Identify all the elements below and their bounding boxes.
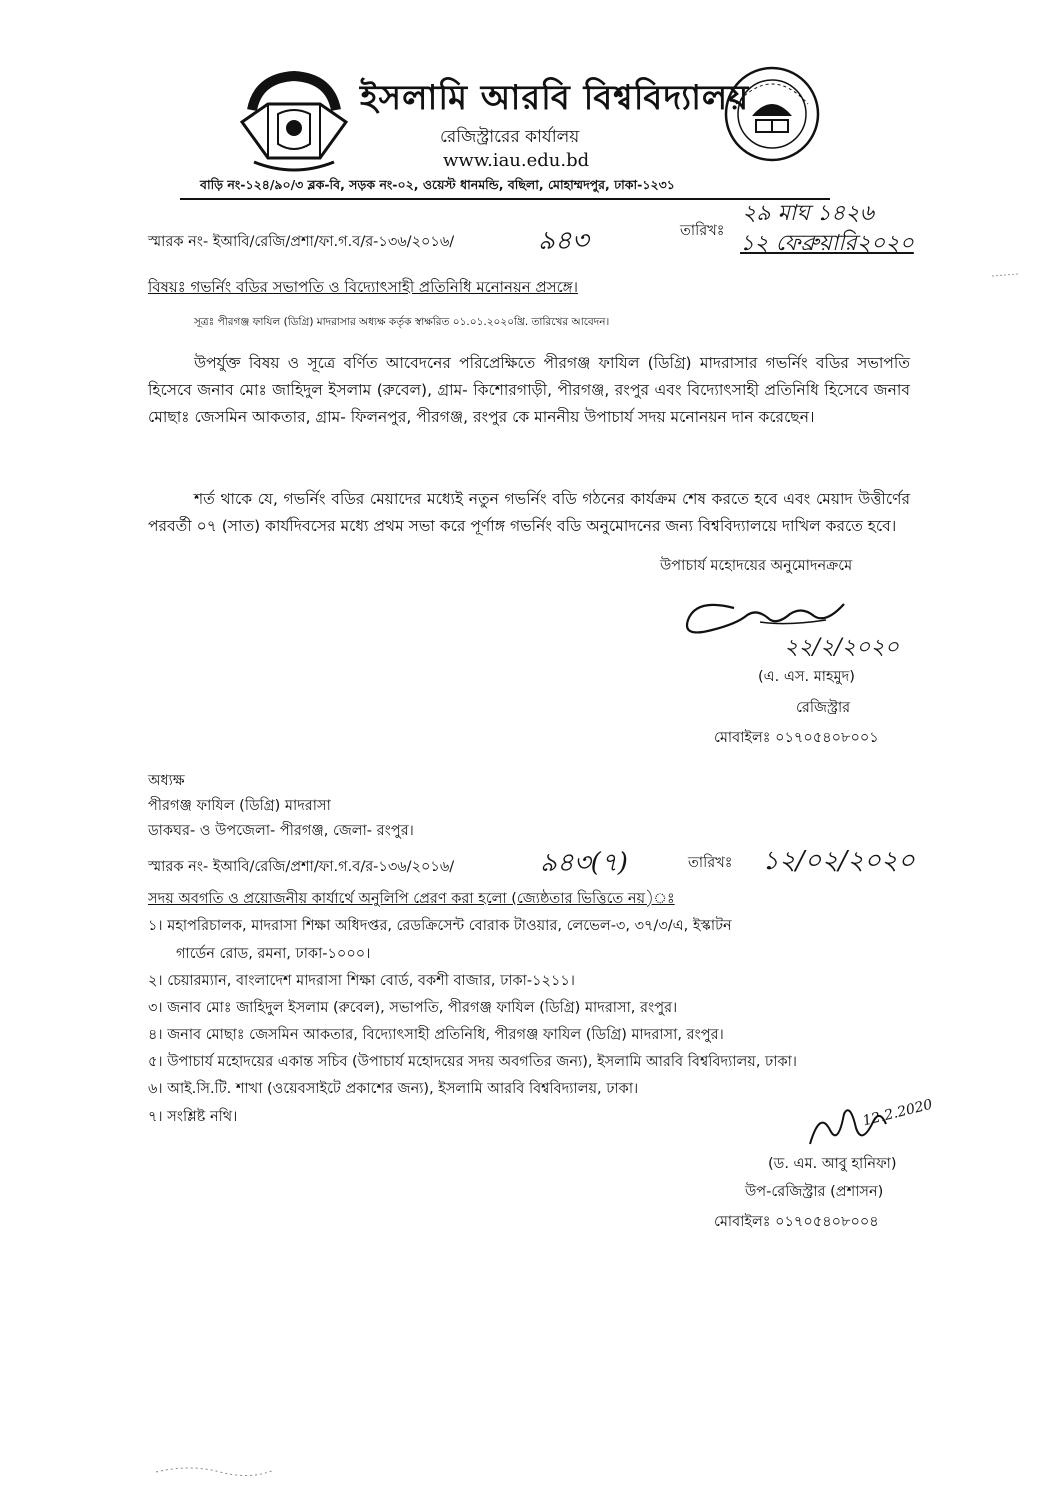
copy-memo-number-handwritten: ৯৪৩(৭) — [540, 848, 628, 878]
body-paragraph-2: শর্ত থাকে যে, গভর্নিং বডির মেয়াদের মধ্যেই নতুন গভর্নিং বডি গঠনের কার্যক্রম শেষ করতে হবে এবং মেয়াদ উত্তীর্ণের পরবর্তী ০৭ (সাত) কার্যদিবসের মধ্যে প্রথম সভা করে পূর্ণাঙ্গ গভর্নিং বডি অনুমোদনের জন্য বিশ্ববিদ্যালয়ে দাখিল করতে হবে। — [148, 490, 910, 535]
deputy-registrar-name: (ড. এম. আবু হানিফা) — [768, 1156, 897, 1172]
source-line: সূত্রঃ পীরগঞ্জ ফাযিল (ডিগ্রি) মাদরাসার অধ্যক্ষ কর্তৃক স্বাক্ষরিত ০১.০১.২০২০খ্রি. তারিখের আবেদন। — [194, 316, 610, 328]
university-name: ইসলামি আরবি বিশ্ববিদ্যালয় — [360, 78, 750, 118]
memo-date-bangla: ২৯ মাঘ ১৪২৬ — [742, 201, 874, 226]
memo-date-english: ১২ ফেব্রুয়ারি২০২০ — [740, 231, 914, 256]
copy-list-item-1-cont: গার্ডেন রোড, রমনা, ঢাকা-১০০০। — [176, 946, 371, 962]
recipient-line-3: ডাকঘর- ও উপজেলা- পীরগঞ্জ, জেলা- রংপুর। — [148, 823, 414, 839]
scan-mark — [990, 268, 1020, 282]
copy-heading: সদয় অবগতি ও প্রয়োজনীয় কার্যার্থে অনুলিপি প্রেরণ করা হলো (জ্যেষ্ঠতার ভিত্তিতে নয়)ঃ — [148, 891, 675, 907]
copy-memo-date-label: তারিখঃ — [688, 855, 733, 871]
copy-list-item-4: ৪। জনাব মোছাঃ জেসমিন আকতার, বিদ্যোৎসাহী প্রতিনিধি, পীরগঞ্জ ফাযিল (ডিগ্রি) মাদরাসা, রংপুর। — [148, 1027, 724, 1043]
subject-line: বিষয়ঃ গভর্নিং বডির সভাপতি ও বিদ্যোৎসাহী প্রতিনিধি মনোনয়ন প্রসঙ্গে। — [148, 278, 578, 296]
approval-line: উপাচার্য মহোদয়ের অনুমোদনক্রমে — [660, 558, 853, 574]
memo-number-handwritten: ৯৪৩ — [538, 226, 589, 256]
copy-list-item-2: ২। চেয়ারম্যান, বাংলাদেশ মাদরাসা শিক্ষা বোর্ড, বকশী বাজার, ঢাকা-১২১১। — [148, 973, 575, 989]
deputy-registrar-mobile: মোবাইলঃ ০১৭০৫৪০৮০০৪ — [714, 1214, 879, 1230]
copy-list-item-5: ৫। উপাচার্য মহোদয়ের একান্ত সচিব (উপাচার্য মহোদয়ের সদয় অবগতির জন্য), ইসলামি আরবি বিশ্ববিদ্যালয়, ঢাকা। — [148, 1054, 797, 1070]
copy-list-item-3: ৩। জনাব মোঃ জাহিদুল ইসলাম (রুবেল), সভাপতি, পীরগঞ্জ ফাযিল (ডিগ্রি) মাদরাসা, রংপুর। — [148, 1000, 678, 1016]
copy-memo-date-handwritten: ১২/০২/২০২০ — [762, 846, 915, 876]
memo-number-label: স্মারক নং- ইআবি/রেজি/প্রশা/ফা.গ.ব/র-১৩৬/২০১৬/ — [148, 234, 455, 250]
memo-date-label: তারিখঃ — [680, 223, 725, 239]
copy-list-item-1: ১। মহাপরিচালক, মাদরাসা শিক্ষা অধিদপ্তর, রেডক্রিসেন্ট বোরাক টাওয়ার, লেভেল-৩, ৩৭/৩/এ, ইস্কাটন — [148, 918, 732, 934]
header-address: বাড়ি নং-১২৪/৯০/৩ ব্লক-বি, সড়ক নং-০২, ওয়েস্ট ধানমন্ডি, বছিলা, মোহাম্মদপুর, ঢাকা-১২৩১ — [200, 177, 675, 192]
recipient-line-2: পীরগঞ্জ ফাযিল (ডিগ্রি) মাদরাসা — [148, 798, 331, 814]
recipient-line-1: অধ্যক্ষ — [148, 773, 185, 789]
registrar-designation: রেজিস্ট্রার — [796, 700, 851, 716]
header-divider — [180, 198, 830, 200]
website-link[interactable]: www.iau.edu.bd — [443, 150, 590, 171]
copy-list-item-7: ৭। সংশ্লিষ্ট নথি। — [148, 1109, 238, 1125]
copy-list-item-6: ৬। আই.সি.টি. শাখা (ওয়েবসাইটে প্রকাশের জন্য), ইসলামি আরবি বিশ্ববিদ্যালয়, ঢাকা। — [148, 1081, 639, 1097]
registrar-mobile: মোবাইলঃ ০১৭০৫৪০৮০০১ — [714, 730, 879, 746]
body-paragraph-1: উপর্যুক্ত বিষয় ও সূত্রে বর্ণিত আবেদনের পরিপ্রেক্ষিতে পীরগঞ্জ ফাযিল (ডিগ্রি) মাদরাসার গভর্নিং বডির সভাপতি হিসেবে জনাব মোঃ জাহিদুল ইসলাম (রুবেল), গ্রাম- কিশোরগাড়ী, পীরগঞ্জ, রংপুর এবং বিদ্যোৎসাহী প্রতিনিধি হিসেবে জনাব মোছাঃ জেসমিন আকতার, গ্রাম- ফিলনপুর, পীরগঞ্জ, রংপুর কে মাননীয় উপাচার্য সদয় মনোনয়ন দান করেছেন। — [148, 354, 911, 426]
deputy-signature-date: 12.2.2020 — [861, 1096, 935, 1130]
office-name: রেজিস্ট্রারের কার্যালয় — [440, 127, 580, 147]
registrar-name: (এ. এস. মাহমুদ) — [758, 669, 855, 685]
deputy-registrar-designation: উপ-রেজিস্ট্রার (প্রশাসন) — [745, 1184, 884, 1200]
registrar-signature-date: ২২/২/২০২০ — [784, 635, 899, 660]
university-logo-icon — [238, 70, 350, 175]
scan-smudge — [150, 1462, 280, 1482]
copy-memo-number-label: স্মারক নং- ইআবি/রেজি/প্রশা/ফা.গ.ব/র-১৩৬/২০১৬/ — [148, 859, 455, 875]
